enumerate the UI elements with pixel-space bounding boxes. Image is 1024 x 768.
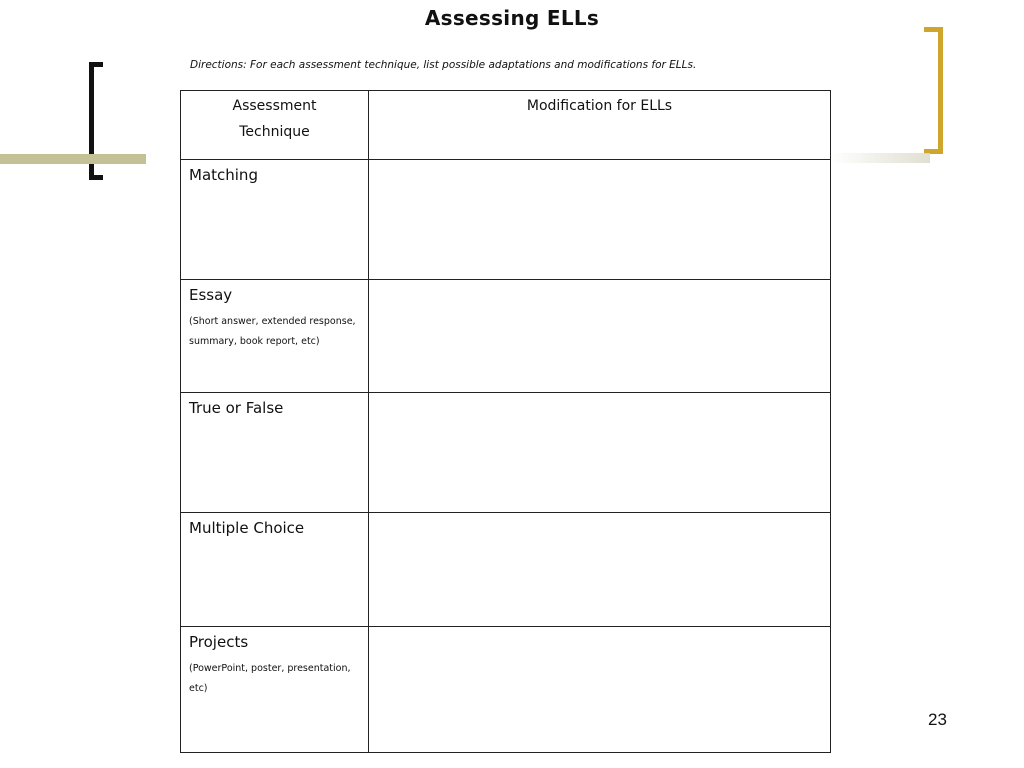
modification-cell[interactable]: [369, 393, 831, 513]
table-row: [181, 513, 831, 627]
modification-cell[interactable]: [369, 160, 831, 280]
table-row: [181, 393, 831, 513]
modification-cell[interactable]: [369, 280, 831, 393]
assessment-table: [180, 90, 831, 753]
technique-cell: [181, 513, 369, 627]
technique-note: (PowerPoint, poster, presentation, etc): [189, 663, 351, 694]
faded-accent-line: [830, 153, 930, 163]
table-row: [181, 280, 831, 393]
modification-cell[interactable]: [369, 627, 831, 753]
technique-note: (Short answer, extended response, summary, book report, etc): [189, 316, 356, 347]
header-modification: Modification for ELLs: [369, 91, 831, 160]
technique-cell: [181, 280, 369, 393]
slide-title: Assessing ELLs: [424, 6, 600, 30]
header-technique-line2: Technique: [239, 124, 310, 140]
technique-name: Projects: [189, 633, 249, 651]
technique-cell: [181, 393, 369, 513]
header-technique-line1: Assessment: [232, 98, 317, 114]
table-header-row: [181, 91, 831, 160]
technique-name: Multiple Choice: [189, 519, 305, 537]
modification-cell[interactable]: [369, 513, 831, 627]
header-technique: [181, 91, 369, 160]
slide-number: 23: [928, 710, 947, 729]
right-bracket-decoration: [924, 27, 943, 154]
table-row: [181, 160, 831, 280]
olive-accent-line: [0, 154, 146, 164]
technique-cell: [181, 160, 369, 280]
technique-name: True or False: [189, 399, 284, 417]
technique-name: Essay: [189, 286, 233, 304]
technique-cell: [181, 627, 369, 753]
table-row: [181, 627, 831, 753]
technique-name: Matching: [189, 166, 258, 184]
directions-text: Directions: For each assessment technique, list possible adaptations and modifications for ELLs.: [190, 59, 697, 71]
